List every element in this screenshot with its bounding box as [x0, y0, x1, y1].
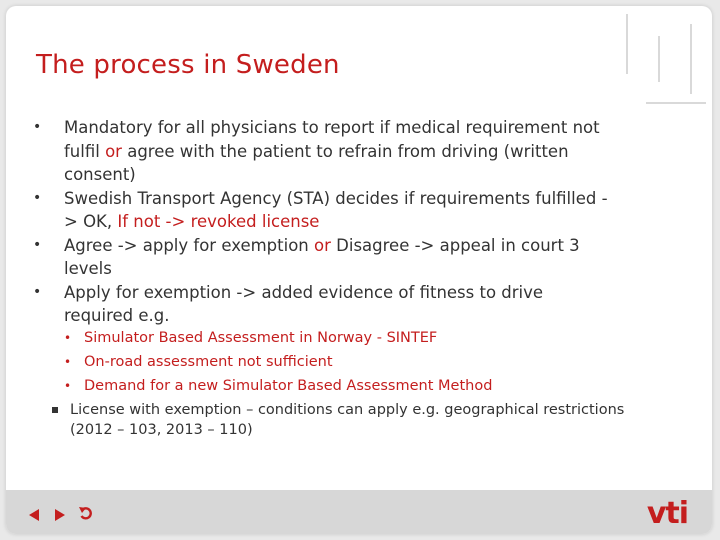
decor-line — [626, 14, 628, 74]
bullet-text-highlight: or — [105, 141, 122, 161]
bullet-dot: • — [33, 283, 42, 300]
bullet-text: Disagree -> appeal in court 3 levels — [64, 235, 580, 278]
bullet-text-highlight: or — [314, 235, 331, 255]
sub-bullet-dot: • — [64, 355, 72, 369]
bullet-text-highlight: If not -> revoked license — [117, 212, 320, 231]
sub-bullet-dot: • — [64, 379, 72, 393]
next-slide-icon[interactable] — [54, 507, 66, 521]
square-bullet-icon — [52, 407, 58, 413]
bullet-text: agree with the patient to refrain from driving (written consent) — [64, 141, 569, 184]
bullet-item — [26, 234, 616, 281]
bullet-list — [26, 116, 616, 328]
license-note — [32, 400, 630, 440]
sub-bullet-list — [58, 326, 618, 398]
bullet-item — [26, 116, 616, 187]
return-icon[interactable] — [78, 504, 94, 518]
sub-bullet-text: Simulator Based Assessment in Norway - SINTEF — [84, 330, 438, 346]
sub-bullet-item — [58, 326, 618, 350]
slide-card — [6, 6, 712, 534]
decor-line — [646, 102, 706, 104]
decor-line — [658, 36, 660, 82]
sub-bullet-dot: • — [64, 331, 72, 345]
bullet-dot: • — [33, 236, 42, 253]
bullet-dot: • — [33, 189, 42, 206]
bullet-item — [26, 187, 616, 234]
bullet-text: Mandatory for all physicians to report if medical requirement not fulfil — [64, 118, 600, 161]
bullet-text: Apply for exemption -> added evidence of fitness to drive required e.g. — [64, 282, 544, 325]
sub-bullet-text: On-road assessment not sufficient — [84, 354, 333, 370]
bullet-item — [26, 281, 616, 328]
bullet-text: Agree -> apply for exemption — [64, 235, 315, 255]
license-note-text: License with exemption – conditions can apply e.g. geographical restrictions (2012 – 103, 2013 – 110) — [70, 402, 625, 438]
decor-line — [690, 24, 692, 94]
previous-slide-icon[interactable] — [28, 507, 40, 521]
vti-logo: vti — [646, 496, 688, 531]
bullet-dot: • — [33, 119, 42, 135]
page-title: The process in Sweden — [36, 50, 340, 80]
slide-footer — [6, 490, 712, 534]
bullet-text: Swedish Transport Agency (STA) decides if requirements fulfilled -> OK, — [64, 188, 608, 231]
sub-bullet-item — [58, 350, 618, 374]
sub-bullet-text: Demand for a new Simulator Based Assessment Method — [84, 378, 493, 394]
sub-bullet-item — [58, 374, 618, 398]
